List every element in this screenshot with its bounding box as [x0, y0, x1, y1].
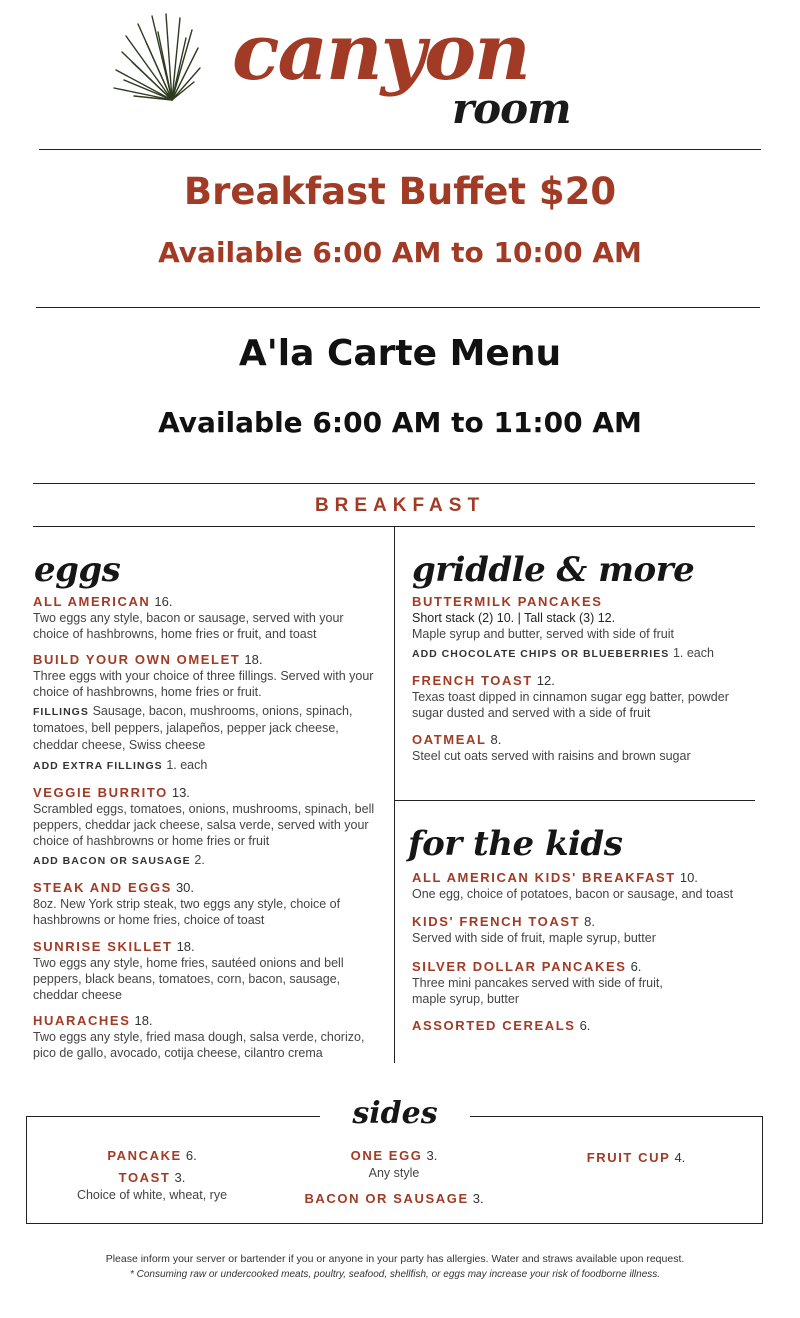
logo-wordmark-canyon: canyon	[232, 7, 529, 98]
side-item	[284, 1190, 504, 1208]
item-price: 3.	[174, 1170, 186, 1185]
item-description: Scrambled eggs, tomatoes, onions, mushrooms, spinach, bell peppers, cheddar jack cheese, salsa verde, served with your choice of hashbrowns or home fries or fruit	[33, 802, 375, 848]
item-name: HUARACHES	[33, 1013, 131, 1028]
item-name: TOAST	[118, 1170, 171, 1185]
item-name: ALL AMERICAN KIDS' BREAKFAST	[412, 870, 676, 885]
side-item	[304, 1147, 484, 1181]
item-price: 6.	[185, 1148, 197, 1163]
chocolate-blueberry-addon: ADD CHOCOLATE CHIPS OR BLUEBERRIES 1. each	[412, 646, 714, 660]
kids-section-title: for the kids	[408, 824, 623, 864]
menu-item	[412, 673, 752, 721]
item-price: 18.	[244, 652, 263, 667]
alacarte-title: A'la Carte Menu	[238, 333, 562, 374]
menu-item	[412, 959, 692, 1007]
item-name: KIDS' FRENCH TOAST	[412, 914, 581, 929]
agave-plant-icon	[112, 12, 202, 104]
item-name: BUILD YOUR OWN OMELET	[33, 652, 241, 667]
menu-item	[412, 594, 752, 662]
buffet-hours: Available 6:00 AM to 10:00 AM	[158, 236, 642, 269]
item-name: SUNRISE SKILLET	[33, 939, 173, 954]
eggs-section-title: eggs	[34, 550, 121, 590]
item-price: 13.	[171, 785, 190, 800]
buffet-title: Breakfast Buffet $20	[183, 170, 617, 213]
menu-item	[33, 785, 383, 869]
item-price: 3.	[426, 1148, 438, 1163]
item-price: 30.	[175, 880, 195, 895]
item-price: 6.	[579, 1018, 591, 1033]
divider	[36, 307, 760, 308]
menu-item	[412, 732, 752, 764]
menu-item	[33, 652, 383, 774]
item-description: Two eggs any style, home fries, sautéed onions and bell peppers, black beans, tomatoes, corn, bacon, sausage, cheddar cheese	[33, 956, 344, 1002]
side-item	[62, 1169, 242, 1203]
item-description: One egg, choice of potatoes, bacon or sausage, and toast	[412, 887, 734, 901]
item-description: Three mini pancakes served with side of fruit, maple syrup, butter	[412, 976, 663, 1006]
item-description: Choice of white, wheat, rye	[76, 1188, 228, 1202]
item-name: SILVER DOLLAR PANCAKES	[412, 959, 627, 974]
column-divider	[394, 527, 395, 1063]
item-name: ONE EGG	[350, 1148, 423, 1163]
item-name: ALL AMERICAN	[33, 594, 151, 609]
item-price: 6.	[630, 959, 642, 974]
item-description: Texas toast dipped in cinnamon sugar egg batter, powder sugar dusted and served with a side of fruit	[412, 690, 729, 720]
item-name: BACON OR SAUSAGE	[304, 1191, 469, 1206]
menu-item	[412, 914, 752, 946]
item-description: Two eggs any style, bacon or sausage, served with your choice of hashbrowns, home fries or fruit, and toast	[33, 611, 344, 641]
item-price: 8.	[490, 732, 502, 747]
item-price: 18.	[176, 939, 195, 954]
menu-item	[33, 1013, 383, 1061]
item-name: OATMEAL	[412, 732, 487, 747]
item-price: 16.	[154, 594, 173, 609]
item-description: Maple syrup and butter, served with side of fruit	[412, 627, 674, 641]
divider	[39, 149, 761, 150]
menu-item	[33, 880, 383, 928]
item-price: 3.	[472, 1191, 484, 1206]
item-price: 12.	[536, 673, 555, 688]
item-price: 4.	[674, 1150, 686, 1165]
menu-item	[33, 594, 383, 642]
item-price: 10.	[679, 870, 698, 885]
menu-item	[412, 1018, 752, 1034]
divider	[33, 483, 755, 484]
fillings-list: FILLINGS Sausage, bacon, mushrooms, onions, spinach, tomatoes, bell peppers, jalapeños, pepper jack cheese, cheddar cheese, Swiss cheese	[33, 704, 353, 752]
item-name: FRUIT CUP	[586, 1150, 671, 1165]
item-description: Any style	[368, 1166, 420, 1180]
item-name: BUTTERMILK PANCAKES	[412, 594, 603, 609]
allergy-notice: Please inform your server or bartender if you or anyone in your party has allergies. Water and straws available upon request.	[105, 1253, 685, 1265]
menu-item	[33, 939, 383, 1003]
sides-section-title: sides	[320, 1097, 470, 1130]
breakfast-heading: BREAKFAST	[314, 495, 486, 516]
logo-wordmark-room: room	[452, 84, 571, 133]
side-item	[546, 1149, 726, 1167]
extra-fillings-addon: ADD EXTRA FILLINGS 1. each	[33, 758, 208, 772]
item-description: Two eggs any style, fried masa dough, salsa verde, chorizo, pico de gallo, avocado, cotija cheese, cilantro crema	[33, 1030, 365, 1060]
item-description: 8oz. New York strip steak, two eggs any style, choice of hashbrowns or home fries, choice of toast	[33, 897, 341, 927]
alacarte-hours: Available 6:00 AM to 11:00 AM	[158, 406, 642, 439]
side-item	[62, 1147, 242, 1165]
menu-item	[412, 870, 752, 902]
item-description: Steel cut oats served with raisins and brown sugar	[412, 749, 691, 763]
item-name: ASSORTED CEREALS	[412, 1018, 576, 1033]
item-name: VEGGIE BURRITO	[33, 785, 168, 800]
item-description: Served with side of fruit, maple syrup, butter	[412, 931, 656, 945]
item-description: Three eggs with your choice of three fillings. Served with your choice of hashbrowns, home fries or fruit.	[33, 669, 374, 699]
item-name: PANCAKE	[107, 1148, 182, 1163]
item-name: STEAK AND EGGS	[33, 880, 172, 895]
stack-prices: Short stack (2) 10. | Tall stack (3) 12.	[412, 611, 616, 625]
food-safety-disclaimer: * Consuming raw or undercooked meats, poultry, seafood, shellfish, or eggs may increase your risk of foodborne illness.	[129, 1269, 661, 1280]
divider	[395, 800, 755, 801]
item-price: 18.	[134, 1013, 153, 1028]
item-price: 8.	[584, 914, 596, 929]
griddle-section-title: griddle & more	[412, 550, 695, 590]
bacon-sausage-addon: ADD BACON OR SAUSAGE 2.	[33, 853, 205, 867]
item-name: FRENCH TOAST	[412, 673, 533, 688]
